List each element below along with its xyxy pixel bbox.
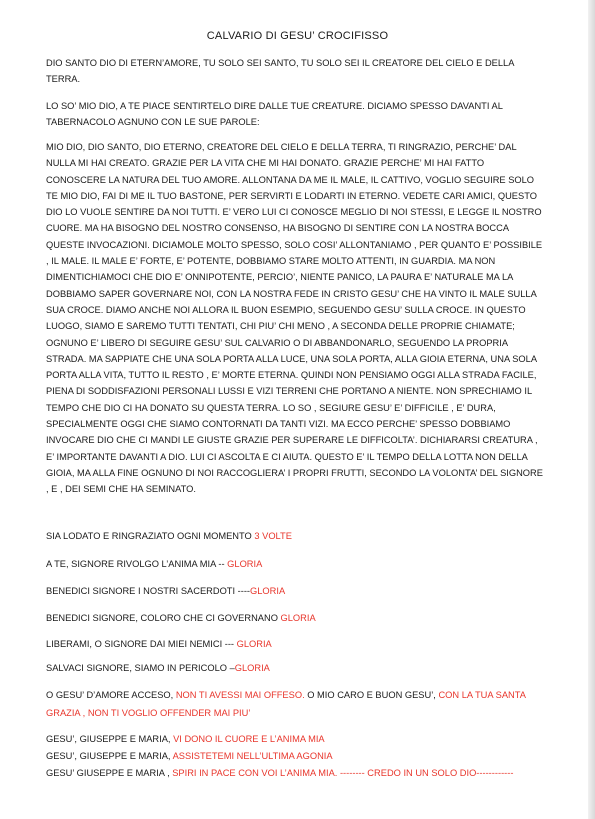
- closing-text: O MIO CARO E BUON GESU’,: [304, 690, 439, 700]
- paragraph-prayer-body: MIO DIO, DIO SANTO, DIO ETERNO, CREATORE DEL CIELO E DELLA TERRA, TI RINGRAZIO, PERCHE’ DAL NULLA MI HAI CREATO. GRAZIE PER LA VITA CHE MI HAI DONATO. GRAZIE PERCHE’ MI HAI FATTO CONOSCERE LA NATURA DEL TUO AMORE. ALLONTANA DA ME IL MALE, IL CATTIVO, VOGLIO SEGUIRE SOLO TE MIO DIO, FAI DI ME IL TUO BASTONE, PER SERVIRTI E LODARTI IN ETERNO. VEDETE CARI AMICI, QUESTO DIO LO VUOLE SENTIRE DA NOI TUTTI. E’ VERO LUI CI CONOSCE MEGLIO DI NOI STESSI, E LEGGE IL NOSTRO CUORE. MA HA BISOGNO DEL NOSTRO CONSENSO, HA BISOGNO DI SENTIRE CON LA NOSTRA BOCCA QUESTE INVOCAZIONI. DICIAMOLE MOLTO SPESSO, SOLO COSI’ ALLONTANIAMO , PER QUANTO E’ POSSIBILE , IL MALE. IL MALE E’ FORTE, E’ POTENTE, DOBBIAMO STARE MOLTO ATTENTI, IN GUARDIA. MA NON DIMENTICHIAMOCI CHE DIO E’ ONNIPOTENTE, PERCIO’, NIENTE PANICO, LA PAURA E’ NATURALE MA LA DOBBIAMO SAPER GOVERNARE NOI, CON LA NOSTRA FEDE IN CRISTO GESU’ CHE HA VINTO IL MALE SULLA SUA CROCE. DIAMO ANCHE NOI ALLORA IL BUON ESEMPIO, SEGUENDO GESU’ SULLA CROCE. IN QUESTO LUOGO, SIAMO E SAREMO TUTTI TENTATI, CHI PIU’ CHI MENO , A SECONDA DELLE PROPRIE CHIAMATE; OGNUNO E’ LIBERO DI SEGUIRE GESU’ SUL CALVARIO O DI ABBANDONARLO, SEGUENDO LA PROPRIA STRADA. MA SAPPIATE CHE UNA SOLA PORTA ALLA LUCE, UNA SOLA PORTA, ALLA GIOIA ETERNA, UNA SOLA PORTA ALLA VITA, TUTTO IL RESTO , E’ MORTE ETERNA. QUINDI NON PENSIAMO OGGI ALLA STRADA FACILE, PIENA DI SODDISFAZIONI PERSONALI LUSSI E VIZI TERRENI CHE PORTANO A NIENTE. NON SPRECHIAMO IL TEMPO CHE DIO CI HA DONATO SU QUESTA TERRA. LO SO , SEGIURE GESU’ E’ DIFFICILE , E’ DURA, SPECIALMENTE OGGI CHE SIAMO CONTORNATI DA TANTI VIZI. MA ECCO PERCHE’ SPESSO DOBBIAMO INVOCARE DIO CHE CI MANDI LE GIUSTE GRAZIE PER SUPERARE LE DIFFICOLTA’. DICHIARARSI CREATURA , E’ IMPORTANTE DAVANTI A DIO. LUI CI ASCOLTA E CI AIUTA. QUESTO E’ IL TEMPO DELLA LOTTA NON DELLA GIOIA, MA ALLA FINE OGNUNO DI NOI RACCOGLIERA’ I PROPRI FRUTTI, SECONDO LA VOLONTA’ DEL SIGNORE , E , DEI SEMI CHE HA SEMINATO.: [46, 142, 543, 495]
- closing-red-text: SPIRI IN PACE CON VOI L’ANIMA MIA. -------- CREDO IN UN SOLO DIO------------: [172, 768, 514, 778]
- closing-red-text: VI DONO IL CUORE E L’ANIMA MIA: [173, 734, 325, 744]
- page-title: CALVARIO DI GESU’ CROCIFISSO: [206, 30, 389, 42]
- closing-text: GESU’, GIUSEPPE E MARIA,: [46, 734, 174, 744]
- invocation-line: [46, 660, 556, 676]
- invocation-text: LIBERAMI, O SIGNORE DAI MIEI NEMICI ---: [46, 639, 237, 649]
- invocation-text: SALVACI SIGNORE, SIAMO IN PERICOLO –: [46, 663, 235, 673]
- invocation-text: SIA LODATO E RINGRAZIATO OGNI MOMENTO: [46, 531, 255, 541]
- invocation-line: [46, 583, 556, 599]
- closing-red-text: CON LA TUA SANTA: [438, 690, 526, 700]
- invocation-line: [46, 636, 556, 652]
- closing-text: GESU’ GIUSEPPE E MARIA ,: [46, 768, 173, 778]
- invocation-text: A TE, SIGNORE RIVOLGO L’ANIMA MIA --: [46, 559, 228, 569]
- closing-line-1: [46, 687, 556, 703]
- paragraph-intro: DIO SANTO DIO DI ETERN’AMORE, TU SOLO SEI SANTO, TU SOLO SEI IL CREATORE DEL CIELO E DELLA TERRA.: [46, 58, 514, 85]
- invocation-response: GLORIA: [236, 639, 272, 649]
- invocation-response: GLORIA: [227, 559, 263, 569]
- closing-line-3: [46, 731, 556, 747]
- closing-line-2: GRAZIA , NON TI VOGLIO OFFENDER MAI PIU’: [46, 708, 251, 718]
- page-edge-shadow: [588, 0, 595, 819]
- invocation-response: GLORIA: [234, 663, 270, 673]
- closing-red-text: ASSISTETEMI NELL’ULTIMA AGONIA: [172, 751, 333, 761]
- invocation-text: BENEDICI SIGNORE, COLORO CHE CI GOVERNANO: [46, 613, 281, 623]
- invocation-line: [46, 610, 556, 626]
- closing-line-4: [46, 748, 556, 764]
- invocation-line: [46, 528, 556, 544]
- closing-line-5: [46, 765, 556, 781]
- invocation-response: GLORIA: [280, 613, 316, 623]
- invocation-line: [46, 556, 556, 572]
- invocation-response: GLORIA: [250, 586, 286, 596]
- paragraph-tabernacle: LO SO’ MIO DIO, A TE PIACE SENTIRTELO DIRE DALLE TUE CREATURE. DICIAMO SPESSO DAVANTI AL TABERNACOLO AGNUNO CON LE SUE PAROLE:: [46, 101, 503, 128]
- invocation-text: BENEDICI SIGNORE I NOSTRI SACERDOTI ----: [46, 586, 251, 596]
- closing-text: GESU’, GIUSEPPE E MARIA,: [46, 751, 173, 761]
- closing-red-text: NON TI AVESSI MAI OFFESO.: [175, 690, 305, 700]
- invocation-response: 3 VOLTE: [254, 531, 292, 541]
- closing-text: O GESU’ D’AMORE ACCESO,: [46, 690, 176, 700]
